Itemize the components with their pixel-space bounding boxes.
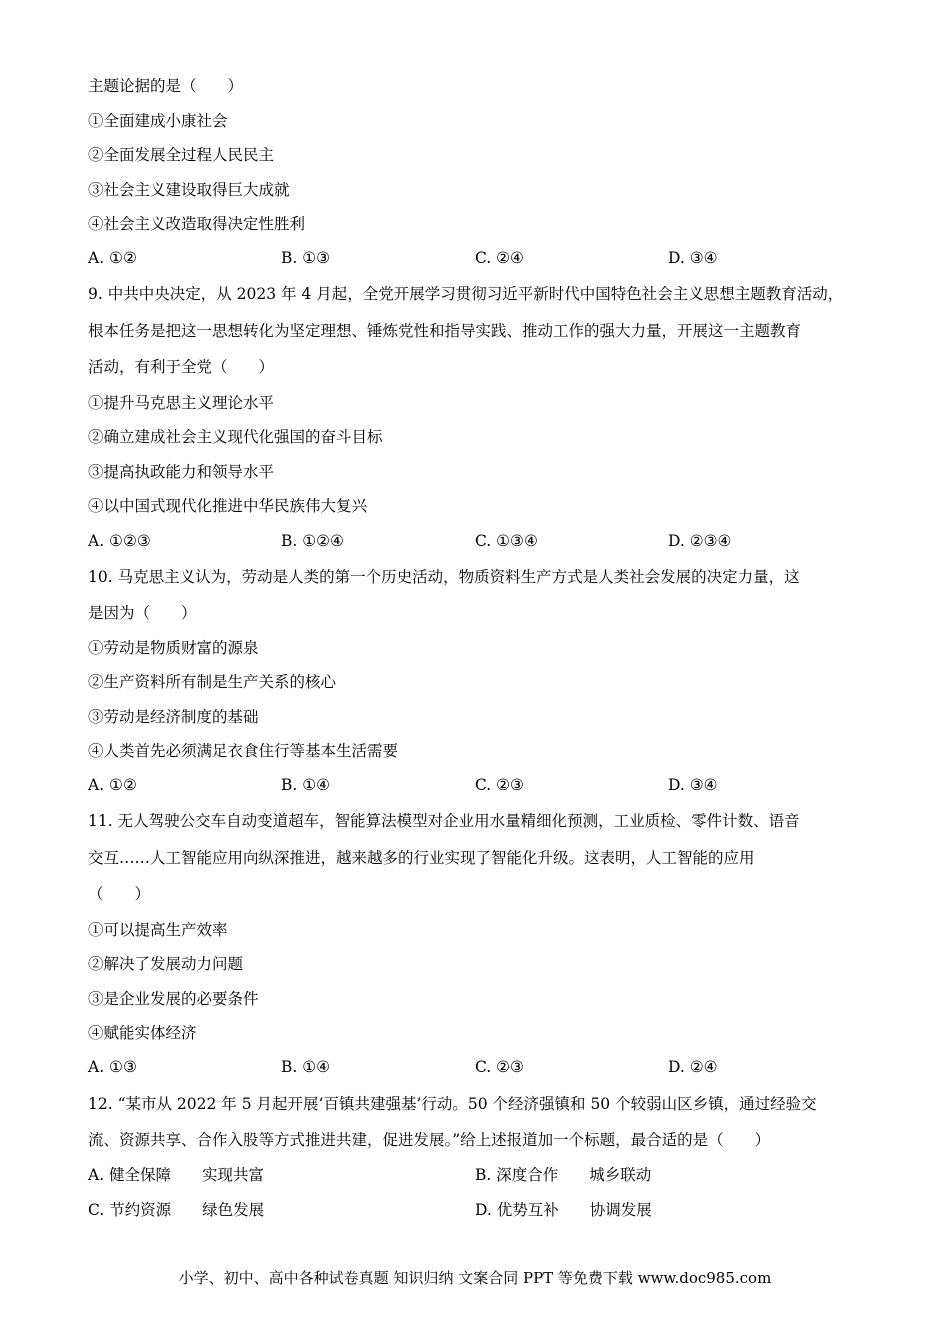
q9-item-4: ④以中国式现代化推进中华民族伟大复兴 — [88, 497, 368, 515]
q9-option-a: A. ①②③ — [88, 532, 151, 550]
q10-stem-line-1: 10. 马克思主义认为，劳动是人类的第一个历史活动，物质资料生产方式是人类社会发展的决定力量，这 — [88, 568, 800, 586]
q11-item-1: ①可以提高生产效率 — [88, 921, 228, 939]
q12-stem-line-1: 12. “某市从 2022 年 5 月起开展‘百镇共建强基’行动。50 个经济强镇和 50 个较弱山区乡镇，通过经验交 — [88, 1095, 817, 1113]
q10-stem-line-2: 是因为（ ） — [88, 604, 197, 622]
q10-item-4: ④人类首先必须满足衣食住行等基本生活需要 — [88, 742, 399, 760]
q12-option-c: C. 节约资源 绿色发展 — [88, 1201, 265, 1219]
q9-item-2: ②确立建成社会主义现代化强国的奋斗目标 — [88, 428, 383, 446]
q9-stem-line-2: 根本任务是把这一思想转化为坚定理想、锤炼党性和指导实践、推动工作的强大力量，开展这一主题教育 — [88, 322, 802, 340]
q9-stem-line-3: 活动，有利于全党（ ） — [88, 358, 275, 376]
q12-stem-line-2: 流、资源共享、合作入股等方式推进共建，促进发展。”给上述报道加一个标题，最合适的是（ ） — [88, 1131, 771, 1149]
q11-option-c: C. ②③ — [475, 1058, 524, 1076]
q10-option-c: C. ②③ — [475, 776, 524, 794]
q11-stem-line-2: 交互……人工智能应用向纵深推进，越来越多的行业实现了智能化升级。这表明，人工智能的应用 — [88, 849, 755, 867]
q10-option-a: A. ①② — [88, 776, 137, 794]
q8-item-4: ④社会主义改造取得决定性胜利 — [88, 215, 306, 233]
q8-option-a: A. ①② — [88, 249, 137, 267]
q8-item-1: ①全面建成小康社会 — [88, 112, 228, 130]
q11-option-d: D. ②④ — [668, 1058, 718, 1076]
q12-option-a: A. 健全保障 实现共富 — [88, 1166, 265, 1184]
q11-item-4: ④赋能实体经济 — [88, 1024, 197, 1042]
q11-item-3: ③是企业发展的必要条件 — [88, 990, 259, 1008]
q8-option-b: B. ①③ — [281, 249, 331, 267]
q11-item-2: ②解决了发展动力问题 — [88, 955, 244, 973]
q10-item-2: ②生产资料所有制是生产关系的核心 — [88, 673, 337, 691]
q8-item-3: ③社会主义建设取得巨大成就 — [88, 181, 290, 199]
q11-option-b: B. ①④ — [281, 1058, 331, 1076]
q11-stem-line-3: （ ） — [88, 885, 151, 903]
q9-item-3: ③提高执政能力和领导水平 — [88, 463, 275, 481]
q10-option-b: B. ①④ — [281, 776, 331, 794]
q11-option-a: A. ①③ — [88, 1058, 137, 1076]
q10-option-d: D. ③④ — [668, 776, 718, 794]
q10-item-3: ③劳动是经济制度的基础 — [88, 708, 259, 726]
page-footer: 小学、初中、高中各种试卷真题 知识归纳 文案合同 PPT 等免费下载 www.doc985.com — [178, 1269, 772, 1287]
q9-option-d: D. ②③④ — [668, 532, 732, 550]
q8-option-c: C. ②④ — [475, 249, 524, 267]
q10-item-1: ①劳动是物质财富的源泉 — [88, 639, 259, 657]
q9-option-c: C. ①③④ — [475, 532, 538, 550]
q9-stem-line-1: 9. 中共中央决定，从 2023 年 4 月起，全党开展学习贯彻习近平新时代中国特色社会主义思想主题教育活动， — [88, 285, 844, 303]
q8-item-2: ②全面发展全过程人民民主 — [88, 146, 275, 164]
q9-item-1: ①提升马克思主义理论水平 — [88, 394, 275, 412]
q8-stem-tail: 主题论据的是（ ） — [88, 77, 244, 95]
q8-option-d: D. ③④ — [668, 249, 718, 267]
q12-option-b: B. 深度合作 城乡联动 — [475, 1166, 652, 1184]
q11-stem-line-1: 11. 无人驾驶公交车自动变道超车，智能算法模型对企业用水量精细化预测，工业质检、零件计数、语音 — [88, 812, 800, 830]
q9-option-b: B. ①②④ — [281, 532, 344, 550]
q12-option-d: D. 优势互补 协调发展 — [475, 1201, 652, 1219]
